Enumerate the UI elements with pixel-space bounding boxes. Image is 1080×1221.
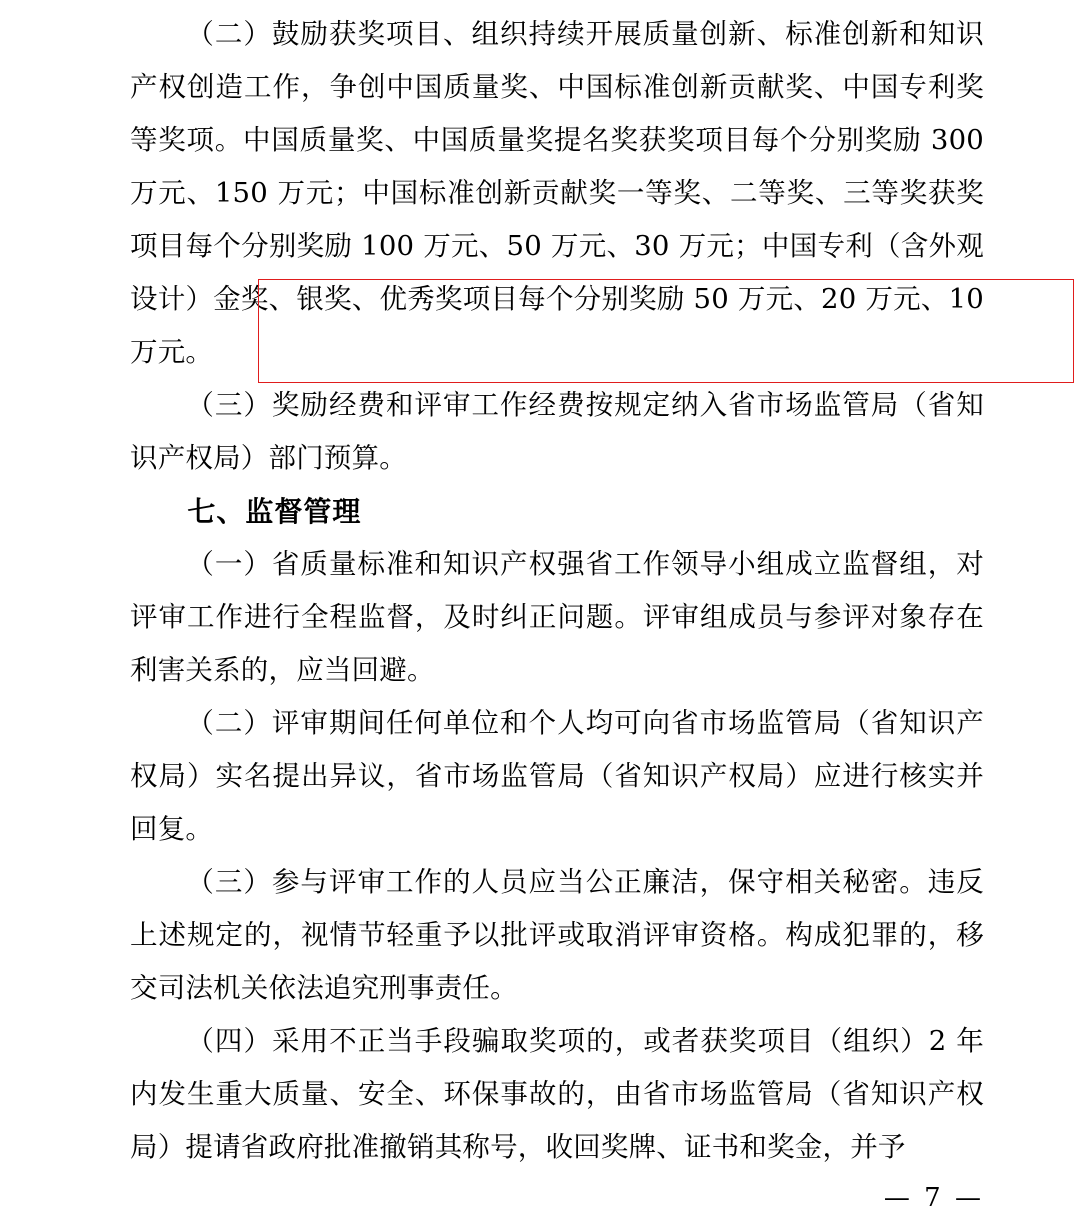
section-paragraph-1: （一）省质量标准和知识产权强省工作领导小组成立监督组，对评审工作进行全程监督，及时纠正问题。评审组成员与参评对象存在利害关系的，应当回避。 [130, 548, 984, 686]
section-paragraph-2: （二）评审期间任何单位和个人均可向省市场监管局（省知识产权局）实名提出异议，省市场监管局（省知识产权局）应进行核实并回复。 [130, 707, 984, 845]
section-paragraph-3: （三）参与评审工作的人员应当公正廉洁，保守相关秘密。违反上述规定的，视情节轻重予以批评或取消评审资格。构成犯罪的，移交司法机关依法追究刑事责任。 [130, 866, 984, 1004]
section-paragraph-4: （四）采用不正当手段骗取奖项的，或者获奖项目（组织）2 年内发生重大质量、安全、环保事故的，由省市场监管局（省知识产权局）提请省政府批准撤销其称号，收回奖牌、证书和奖金，并予 [130, 1025, 984, 1163]
section-heading-supervision: 七、监督管理 [187, 495, 362, 528]
page-number: — 7 — [883, 1183, 984, 1213]
paragraph-block [130, 8, 984, 379]
paragraph-item-2: （二）鼓励获奖项目、组织持续开展质量创新、标准创新和知识产权创造工作，争创中国质量奖、中国标准创新贡献奖、中国专利奖等奖项。中国质量奖、中国质量奖提名奖获奖项目每个分别奖励 300 万元、150 万元；中国标准创新贡献奖一等奖、二等奖、三等奖获奖项目每个分别奖励 100 万元、50 万元、30 万元；中国专利（含外观设计）金奖、银奖、优秀奖项目每个分别奖励 50 万元、20 万元、10 万元。 [130, 18, 984, 368]
paragraph-item-3: （三）奖励经费和评审工作经费按规定纳入省市场监管局（省知识产权局）部门预算。 [130, 389, 984, 474]
